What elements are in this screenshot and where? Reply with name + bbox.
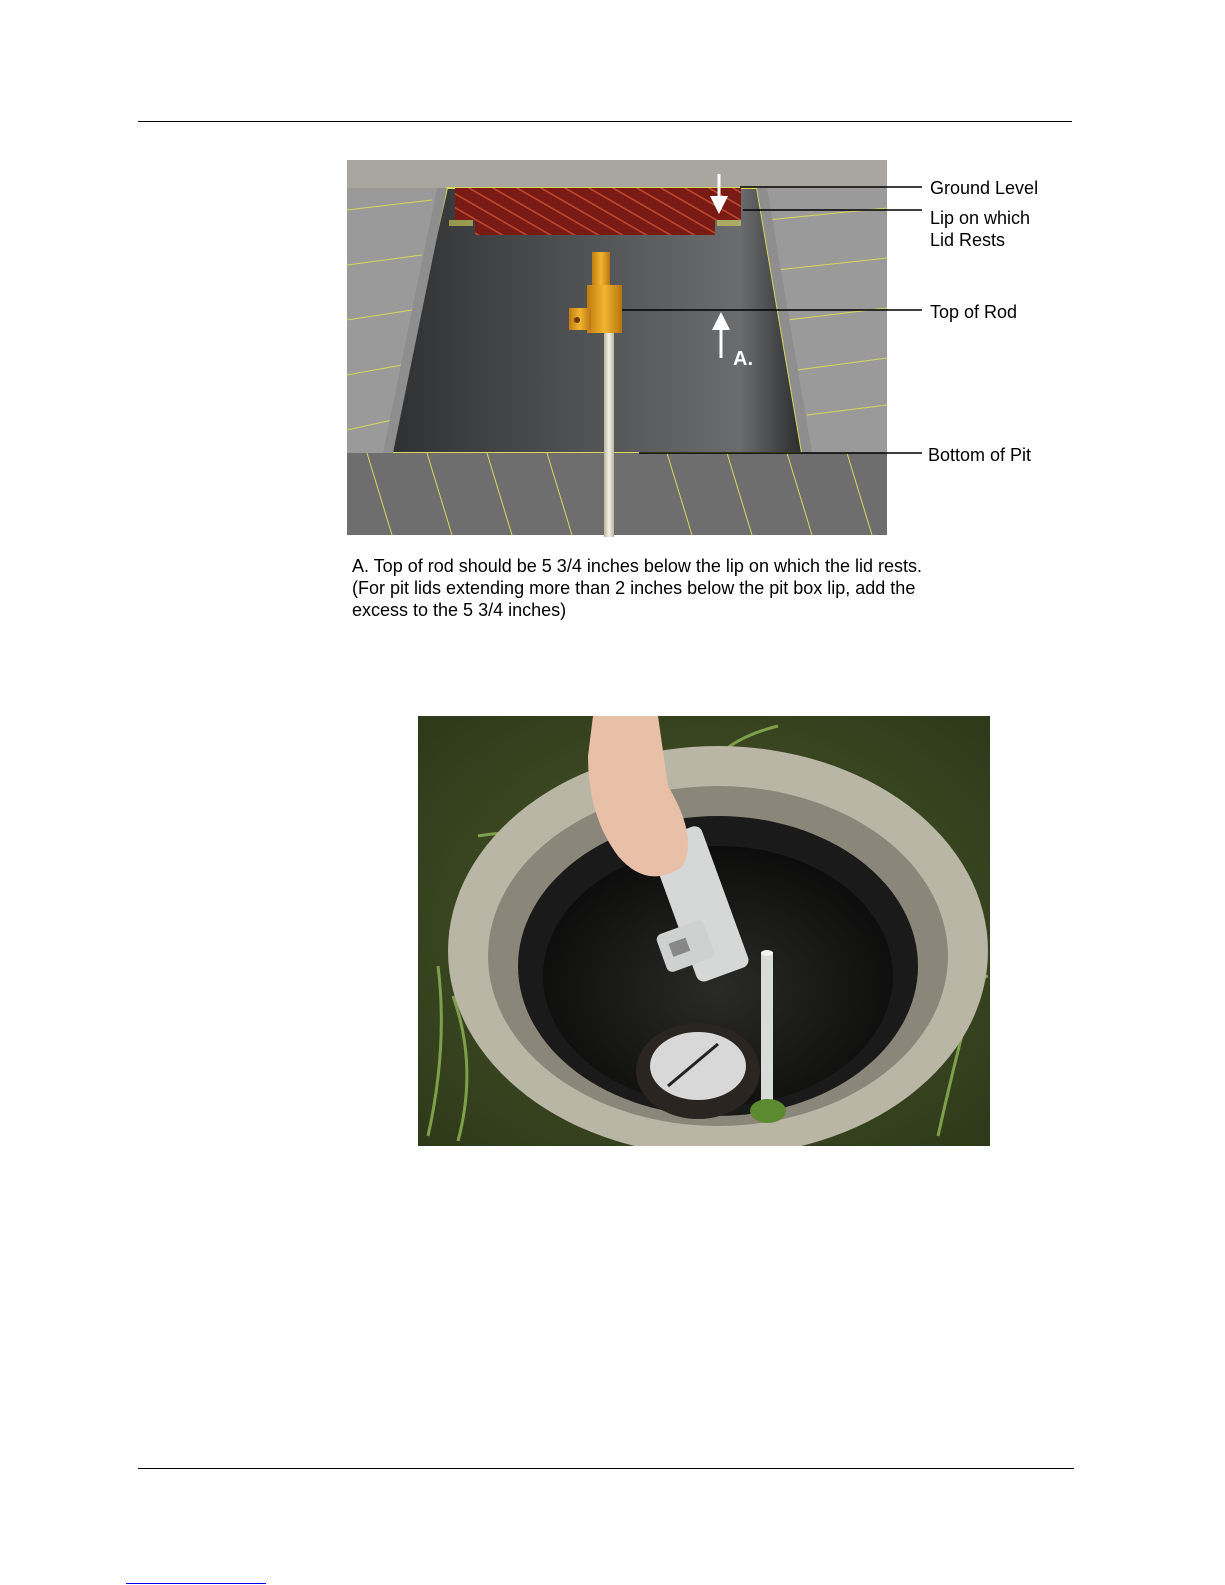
lip-label-line1: Lip on which xyxy=(930,208,1031,228)
rod-top-device xyxy=(592,252,610,290)
pit-lid xyxy=(455,188,741,220)
rod-top-device-clip xyxy=(569,308,591,330)
rod xyxy=(761,952,773,1102)
leaf xyxy=(750,1099,786,1123)
bottom-of-pit-label: Bottom of Pit xyxy=(928,445,1032,465)
rod xyxy=(604,332,614,537)
lip-left xyxy=(449,220,473,226)
diagram-caption: A. Top of rod should be 5 3/4 inches below the lip on which the lid rests. (For pit lids extending more than 2 inches below the pit box lip, add the excess to the 5 3/4 inches) xyxy=(352,556,923,620)
lip-right xyxy=(717,220,741,226)
pit-lid-lower xyxy=(475,220,715,235)
installation-photo xyxy=(418,716,990,1146)
lip-label-line2: Lid Rests xyxy=(930,230,1006,250)
top-of-rod-label: Top of Rod xyxy=(930,302,1018,322)
rod-top-device-body xyxy=(587,285,622,333)
marker-a-label: A. xyxy=(733,348,753,370)
pit-floor-soil xyxy=(347,453,887,535)
pit-diagram xyxy=(347,160,1047,540)
footer-rule xyxy=(138,1468,1074,1469)
header-rule xyxy=(138,121,1072,122)
device-screw-icon xyxy=(574,317,580,323)
photo-drawing xyxy=(418,716,990,1146)
water-meter-dial xyxy=(650,1032,746,1100)
ground-surface xyxy=(347,160,887,188)
ground-level-label: Ground Level xyxy=(930,178,1039,198)
footnote-rule xyxy=(126,1583,266,1584)
